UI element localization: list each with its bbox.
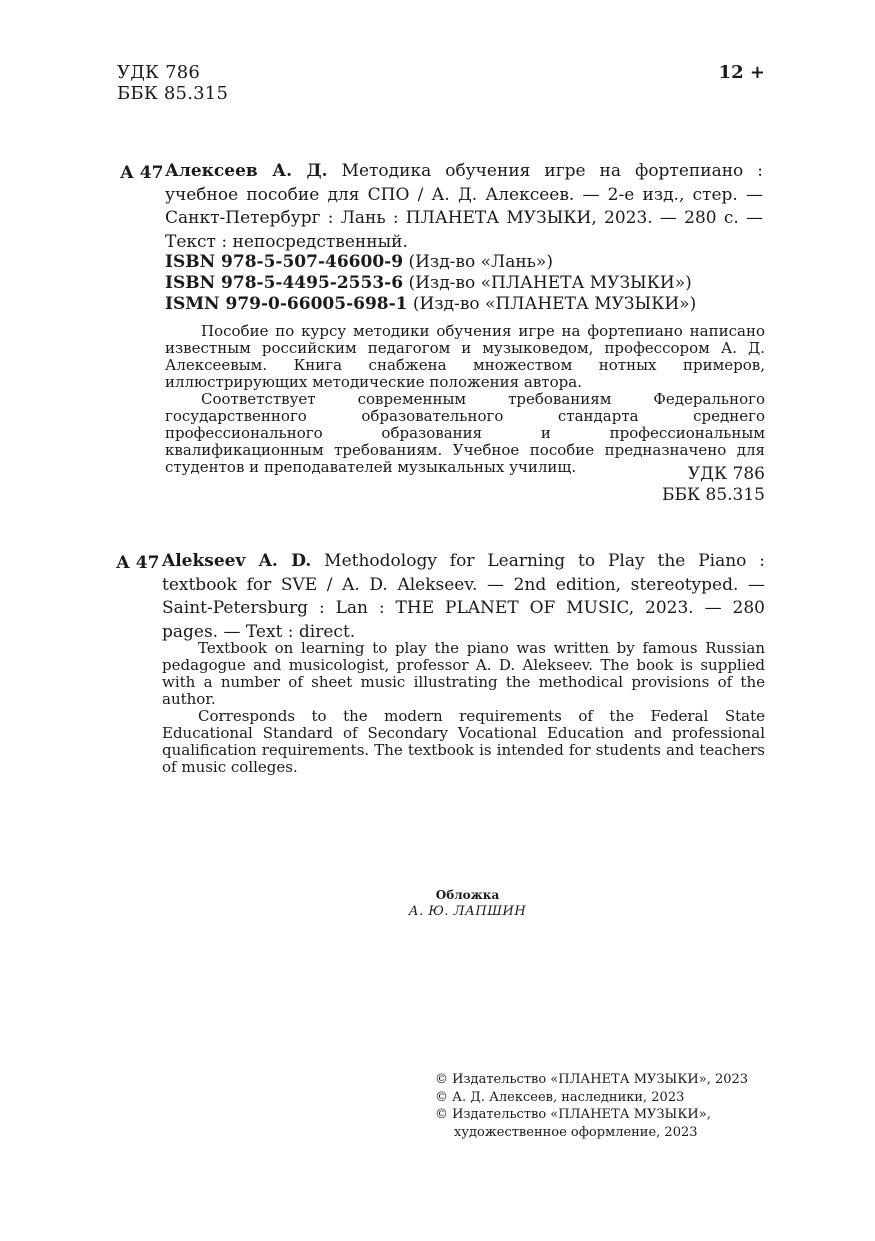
- copyright-block: [435, 1071, 748, 1141]
- isbn-number: ISBN 978-5-507-46600-9: [165, 252, 404, 272]
- cover-designer: А. Ю. ЛАПШИН: [408, 904, 527, 919]
- copyright-line: © Издательство «ПЛАНЕТА МУЗЫКИ», 2023: [435, 1072, 749, 1087]
- copyright-line: художественное оформление, 2023: [454, 1124, 698, 1140]
- ru-classification: [662, 464, 765, 506]
- cover-label: Обложка: [435, 888, 500, 902]
- en-annotation: [162, 640, 765, 776]
- isbn-publisher: (Изд-во «ПЛАНЕТА МУЗЫКИ»): [408, 273, 692, 293]
- en-entry-description: Methodology for Learning to Play the Piano : textbook for SVE / A. D. Alekseev. — 2nd edition, stereotyped. — Saint-Petersburg : Lan : THE PLANET OF MUSIC, 2023. — 280 pages. — Text : direct.: [162, 551, 766, 642]
- en-annotation-paragraph: Textbook on learning to play the piano was written by famous Russian pedagogue and musicologist, professor A. D. Alekseev. The book is supplied with a number of sheet music illustrating the methodical provisions of the author.: [162, 639, 765, 708]
- cover-credit: [0, 888, 875, 920]
- en-bibliographic-entry: [162, 550, 765, 644]
- en-author-name: Alekseev A. D.: [162, 551, 312, 571]
- age-rating: 12 +: [718, 62, 765, 83]
- isbn-list: [165, 252, 765, 315]
- bbk-code: ББК 85.315: [117, 83, 229, 104]
- en-annotation-paragraph: Corresponds to the modern requirements of the Federal State Educational Standard of Secondary Vocational Education and professional qualification requirements. The textbook is intended for students and teachers of music colleges.: [162, 707, 765, 776]
- copyright-line: © Издательство «ПЛАНЕТА МУЗЫКИ»,: [435, 1107, 711, 1122]
- udk-code: УДК 786: [687, 464, 765, 484]
- isbn-publisher: (Изд-во «ПЛАНЕТА МУЗЫКИ»): [412, 294, 697, 314]
- ru-bibliographic-entry: [165, 160, 763, 254]
- isbn-number: ISBN 978-5-4495-2553-6: [165, 273, 404, 293]
- ru-annotation-paragraph: Соответствует современным требованиям Федерального государственного образовательного стандарта среднего профессионального образования и профессиональным квалификационным требованиям. Учебное пособие предназначено для студентов и преподавателей музыкальных училищ.: [165, 390, 765, 476]
- copyright-line: © А. Д. Алексеев, наследники, 2023: [435, 1089, 685, 1105]
- ru-annotation: [165, 323, 765, 476]
- ru-author-name: Алексеев А. Д.: [165, 161, 328, 181]
- udk-code: УДК 786: [117, 62, 201, 83]
- top-classification: [117, 62, 228, 104]
- en-author-cipher: А 47: [116, 553, 160, 573]
- isbn-line: [165, 294, 765, 315]
- isbn-number: ISMN 979-0-66005-698-1: [165, 294, 408, 314]
- isbn-line: [165, 252, 765, 273]
- ru-author-cipher: А 47: [120, 163, 164, 183]
- bbk-code: ББК 85.315: [661, 485, 765, 505]
- isbn-line: [165, 273, 765, 294]
- ru-annotation-paragraph: Пособие по курсу методики обучения игре на фортепиано написано известным российским педагогом и музыковедом, профессором А. Д. Алексеевым. Книга снабжена множеством нотных примеров, иллюстрирующих методические положения автора.: [165, 322, 765, 391]
- ru-entry-description: Методика обучения игре на фортепиано : учебное пособие для СПО / А. Д. Алексеев. — 2-е изд., стер. — Санкт-Петербург : Лань : ПЛАНЕТА МУЗЫКИ, 2023. — 280 с. — Текст : непосредственный.: [165, 161, 763, 252]
- isbn-publisher: (Изд-во «Лань»): [408, 252, 553, 272]
